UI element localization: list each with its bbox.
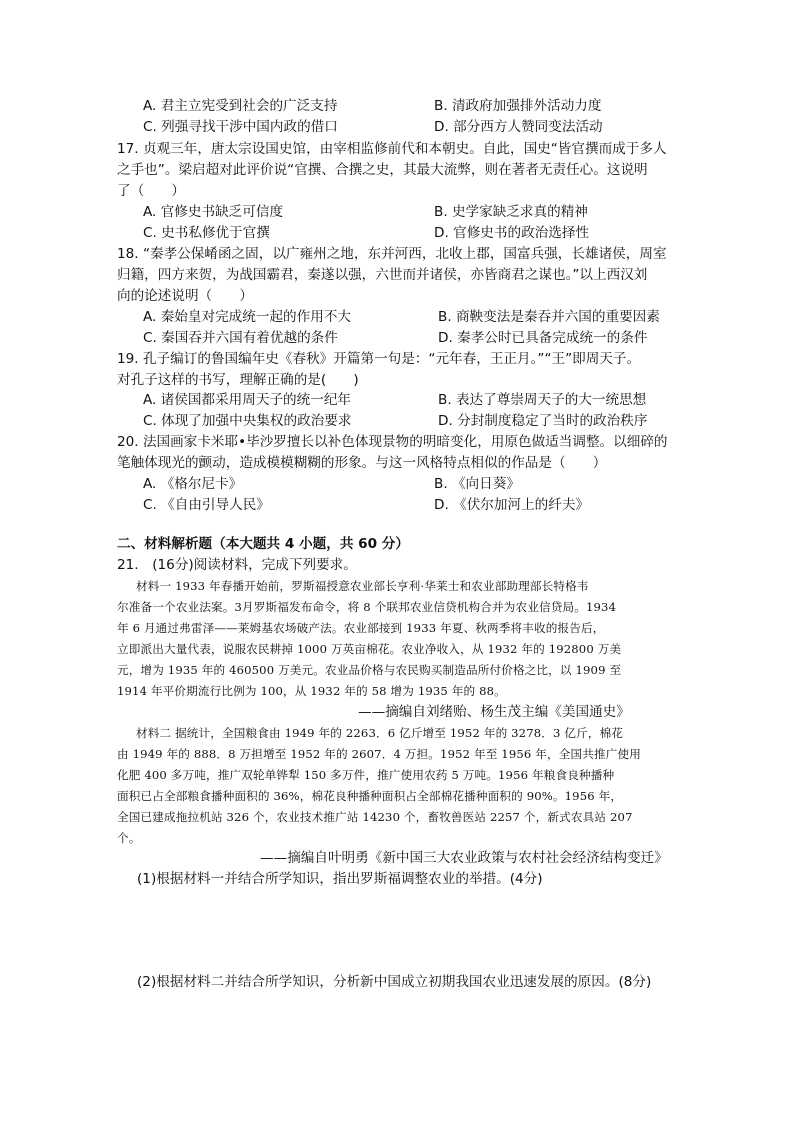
q18-option-c: C. 秦国吞并六国有着优越的条件 (143, 330, 338, 346)
q16-option-c: C. 列强寻找干涉中国内政的借口 (143, 119, 338, 135)
q17-option-b: B. 史学家缺乏求真的精神 (434, 204, 588, 220)
q18-stem-line-3: 向的论述说明（ ） (117, 288, 253, 304)
material-1-line-5: 元，增为 1935 年的 460500 万美元。农业品价格与农民购买制造品所付价格之比，以 1909 至 (117, 663, 622, 677)
material-1-line-2: 尔准备一个农业法案。3月罗斯福发布命令，将 8 个联邦农业信贷机构合并为农业信贷局。1934 (117, 600, 617, 614)
material-2-line-6: 个。 (117, 831, 141, 845)
q19-stem-line-2: 对孔子这样的书写，理解正确的是( ) (117, 372, 359, 388)
q19-option-a: A. 诸侯国都采用周天子的统一纪年 (143, 392, 352, 408)
material-2-line-2: 由 1949 年的 888．8 万担增至 1952 年的 2607．4 万担。1952 年至 1956 年，全国共推广使用 (117, 747, 641, 761)
material-1-line-6: 1914 年平价期流行比例为 100，从 1932 年的 58 增为 1935 年的 88。 (117, 684, 506, 698)
material-1-line-1: 材料一 1933 年春播开始前，罗斯福授意农业部长亨利·华莱士和农业部助理部长特格韦 (136, 579, 589, 593)
q21-subquestion-2: (2)根据材料二并结合所学知识，分析新中国成立初期我国农业迅速发展的原因。(8分) (137, 974, 652, 990)
section-2-title: 二、材料解析题（本大题共 4 小题，共 60 分） (117, 536, 409, 552)
q21-heading: 21. (16分)阅读材料，完成下列要求。 (117, 557, 357, 573)
q20-option-d: D. 《伏尔加河上的纤夫》 (434, 497, 590, 513)
q16-option-d: D. 部分西方人赞同变法活动 (434, 119, 603, 135)
q18-option-a: A. 秦始皇对完成统一起的作用不大 (143, 309, 352, 325)
material-1-line-3: 年 6 月通过弗雷泽——莱姆基农场破产法。农业部接到 1933 年夏、秋两季将丰收的报告后， (117, 621, 605, 635)
q20-option-b: B. 《向日葵》 (434, 476, 520, 492)
material-2-source: ——摘编自叶明勇《新中国三大农业政策与农村社会经济结构变迁》 (260, 850, 668, 866)
material-2-line-3: 化肥 400 多万吨，推广双轮单铧犁 150 多万件，推广使用农药 5 万吨。1956 年粮食良种播种 (117, 768, 615, 782)
q20-stem-line-2: 笔触体现光的颤动，造成模模糊糊的形象。与这一风格特点相似的作品是（ ） (117, 455, 607, 471)
q17-stem-line-1: 17. 贞观三年，唐太宗设国史馆，由宰相监修前代和本朝史。自此，国史“皆官撰而成于多人 (117, 141, 667, 157)
material-2-line-1: 材料二 据统计，全国粮食由 1949 年的 2263．6 亿斤增至 1952 年的 3278．3 亿斤，棉花 (136, 726, 624, 740)
q16-option-a: A. 君主立宪受到社会的广泛支持 (143, 98, 338, 114)
q18-option-b: B. 商鞅变法是秦吞并六国的重要因素 (438, 309, 660, 325)
q17-option-d: D. 官修史书的政治选择性 (434, 225, 590, 241)
q17-stem-line-3: 了（ ） (117, 183, 185, 199)
material-2-line-4: 面积已占全部粮食播种面积的 36%，棉花良种播种面积占全部棉花播种面积的 90%。1956 年， (117, 789, 623, 803)
q19-option-b: B. 表达了尊崇周天子的大一统思想 (438, 392, 647, 408)
q16-option-b: B. 清政府加强排外活动力度 (434, 98, 602, 114)
q17-option-c: C. 史书私修优于官撰 (143, 225, 270, 241)
q21-subquestion-1: (1)根据材料一并结合所学知识，指出罗斯福调整农业的举措。(4分) (137, 871, 543, 887)
q20-option-a: A. 《格尔尼卡》 (143, 476, 243, 492)
q17-option-a: A. 官修史书缺乏可信度 (143, 204, 284, 220)
q18-stem-line-2: 归籍，四方来贺，为战国霸君，秦遂以强，六世而并诸侯，亦皆商君之谋也。”以上西汉刘 (117, 267, 648, 283)
q20-option-c: C. 《自由引导人民》 (143, 497, 270, 513)
q18-option-d: D. 秦孝公时已具备完成统一的条件 (438, 330, 648, 346)
q17-stem-line-2: 之手也”。梁启超对此评价说“官撰、合撰之史，其最大流弊，则在著者无责任心。这说明 (117, 162, 648, 178)
material-2-line-5: 全国已建成拖拉机站 326 个，农业技术推广站 14230 个，畜牧兽医站 2257 个，新式农具站 207 (117, 810, 633, 824)
q19-stem-line-1: 19. 孔子编订的鲁国编年史《春秋》开篇第一句是：“元年春，王正月。”“王”即周天子。 (117, 351, 641, 367)
q19-option-d: D. 分封制度稳定了当时的政治秩序 (438, 413, 648, 429)
q19-option-c: C. 体现了加强中央集权的政治要求 (143, 413, 352, 429)
material-1-line-4: 立即派出大量代表，说服农民耕掉 1000 万英亩棉花。农业净收入，从 1932 年的 192800 万美 (117, 642, 622, 656)
material-1-source: ——摘编自刘绪贻、杨生茂主编《美国通史》 (358, 704, 630, 720)
q20-stem-line-1: 20. 法国画家卡米耶•毕沙罗擅长以补色体现景物的明暗变化，用原色做适当调整。以细碎的 (117, 434, 668, 450)
q18-stem-line-1: 18. “秦孝公保崤函之固，以广雍州之地，东并河西，北收上郡，国富兵强，长雄诸侯，周室 (117, 246, 667, 262)
